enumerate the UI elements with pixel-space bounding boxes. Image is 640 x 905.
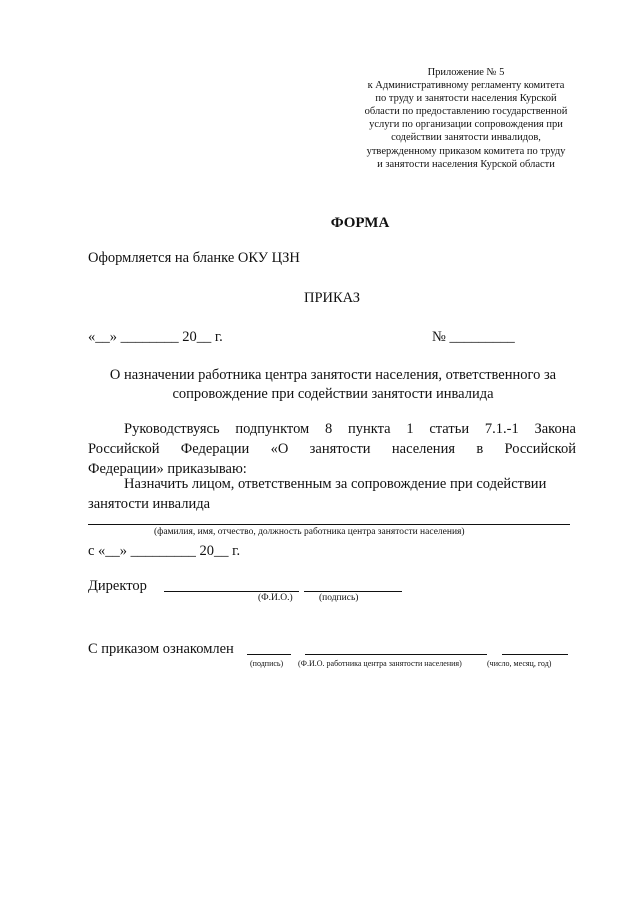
from-date-line: с «__» _________ 20__ г. [88, 543, 241, 559]
body-word: Российской [88, 441, 160, 457]
director-label: Директор [88, 578, 147, 594]
appendix-line: по труду и занятости населения Курской [375, 93, 557, 105]
appendix-line: утвержденному приказом комитета по труду [366, 145, 566, 157]
order-body-paragraph-1 [88, 419, 576, 479]
body-word: 7.1.-1 [484, 421, 519, 437]
order-subject-line-2: сопровождение при содействии занятости инвалида [172, 386, 494, 402]
body-word: населения [391, 441, 455, 457]
acquainted-signature-caption: (подпись) [250, 659, 284, 668]
acquainted-fio-caption: (Ф.И.О. работника центра занятости населения) [298, 659, 462, 668]
order-subject-line-1: О назначении работника центра занятости населения, ответственного за [109, 367, 557, 383]
body-word: пункта [348, 421, 391, 437]
director-fio-caption: (Ф.И.О.) [258, 593, 293, 603]
body-word: 1 [406, 421, 414, 437]
appendix-line: услуги по организации сопровождения при [369, 119, 563, 131]
employee-caption: (фамилия, имя, отчество, должность работника центра занятости населения) [154, 527, 465, 537]
body-word: Федерации [180, 441, 250, 457]
appendix-line: и занятости населения Курской области [377, 158, 555, 170]
appendix-line: области по предоставлению государственной [364, 106, 568, 118]
body-word: статьи [429, 421, 470, 437]
employee-name-line[interactable] [88, 524, 570, 525]
body-word: Российской [504, 441, 576, 457]
body-line: занятости инвалида [88, 496, 211, 512]
acquainted-date-line[interactable] [502, 654, 568, 655]
body-word: 8 [324, 421, 333, 437]
order-body-paragraph-2 [88, 474, 576, 514]
acquainted-fio-line[interactable] [305, 654, 487, 655]
blank-note: Оформляется на бланке ОКУ ЦЗН [88, 250, 300, 266]
director-signature-line[interactable] [304, 591, 402, 592]
body-word: в [476, 441, 484, 457]
acquainted-date-caption: (число, месяц, год) [487, 659, 552, 668]
acquainted-signature-line[interactable] [247, 654, 291, 655]
appendix-line: содействии занятости инвалидов, [391, 132, 541, 144]
body-line [88, 419, 576, 439]
body-line: Федерации» приказываю: [88, 461, 247, 477]
body-word: Руководствуясь [124, 421, 220, 437]
form-label: ФОРМА [330, 215, 390, 231]
order-number-line: № _________ [432, 329, 515, 345]
appendix-line: к Административному регламенту комитета [367, 80, 565, 92]
body-word: занятости [309, 441, 371, 457]
director-fio-line[interactable] [164, 591, 299, 592]
body-word: «О [270, 441, 289, 457]
body-line: Назначить лицом, ответственным за сопровождение при содействии [124, 476, 547, 492]
acquainted-label: С приказом ознакомлен [88, 641, 234, 657]
body-word: подпунктом [235, 421, 310, 437]
appendix-block [360, 66, 572, 171]
order-title: ПРИКАЗ [304, 290, 361, 306]
order-date-line: «__» ________ 20__ г. [88, 329, 223, 345]
body-line [88, 439, 576, 459]
body-word: Закона [534, 421, 576, 437]
director-signature-caption: (подпись) [319, 593, 359, 603]
appendix-line: Приложение № 5 [427, 67, 505, 78]
